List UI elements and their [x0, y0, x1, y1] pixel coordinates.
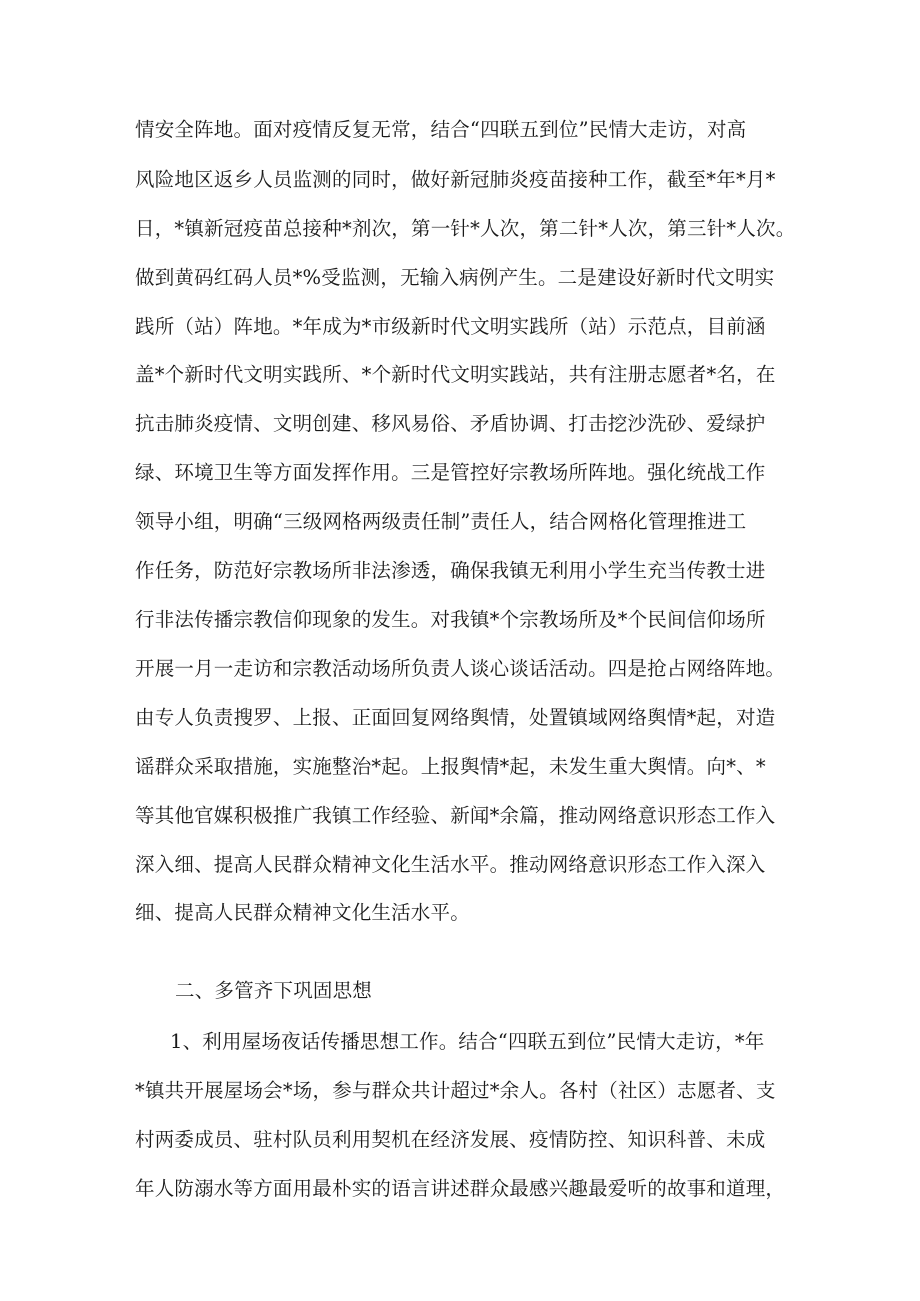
paragraph-line: 做到黄码红码人员*%受监测，无输入病例产生。二是建设好新时代文明实: [135, 266, 775, 289]
paragraph-line: 细、提高人民群众精神文化生活水平。: [135, 901, 470, 924]
paragraph-line: 等其他官媒积极推广我镇工作经验、新闻*余篇，推动网络意识形态工作入: [135, 804, 776, 827]
paragraph-line: 深入细、提高人民群众精神文化生活水平。推动网络意识形态工作入深入: [135, 853, 766, 876]
paragraph-line: 践所（站）阵地。*年成为*市级新时代文明实践所（站）示范点，目前涵: [135, 315, 766, 338]
paragraph-line: 情安全阵地。面对疫情反复无常，结合“四联五到位”民情大走访，对高: [135, 118, 747, 141]
paragraph-line: 村两委成员、驻村队员利用契机在经济发展、疫情防控、知识科普、未成: [135, 1128, 766, 1151]
paragraph-line: 由专人负责搜罗、上报、正面回复网络舆情，处置镇域网络舆情*起，对造: [135, 706, 776, 729]
paragraph-line: 谣群众采取措施，实施整治*起。上报舆情*起，未发生重大舆情。向*、*: [135, 755, 766, 778]
paragraph-line: 年人防溺水等方面用最朴实的语言讲述群众最感兴趣最爱听的故事和道理，: [135, 1177, 786, 1200]
paragraph-line: 领导小组，明确“三级网格两级责任制”责任人，结合网格化管理推进工: [135, 510, 747, 533]
section-heading: 二、多管齐下巩固思想: [175, 979, 373, 1002]
paragraph-line: 行非法传播宗教信仰现象的发生。对我镇*个宗教场所及*个民间信仰场所: [135, 608, 766, 631]
paragraph-line: 抗击肺炎疫情、文明创建、移风易俗、矛盾协调、打击挖沙洗砂、爱绿护: [135, 412, 766, 435]
paragraph-line: 风险地区返乡人员监测的同时，做好新冠肺炎疫苗接种工作，截至*年*月*: [135, 168, 776, 191]
paragraph-line: 绿、环境卫生等方面发挥作用。三是管控好宗教场所阵地。强化统战工作: [135, 461, 766, 484]
paragraph-line: 日，*镇新冠疫苗总接种*剂次，第一针*人次，第二针*人次，第三针*人次。: [135, 217, 796, 240]
paragraph-line: 开展一月一走访和宗教活动场所负责人谈心谈话活动。四是抢占网络阵地。: [135, 657, 786, 680]
paragraph-line: *镇共开展屋场会*场，参与群众共计超过*余人。各村（社区）志愿者、支: [135, 1079, 776, 1102]
paragraph-line: 作任务，防范好宗教场所非法渗透，确保我镇无利用小学生充当传教士进: [135, 559, 766, 582]
paragraph-line: 盖*个新时代文明实践所、*个新时代文明实践站，共有注册志愿者*名，在: [135, 363, 776, 386]
paragraph-line: 1、利用屋场夜话传播思想工作。结合“四联五到位”民情大走访，*年: [170, 1030, 765, 1053]
